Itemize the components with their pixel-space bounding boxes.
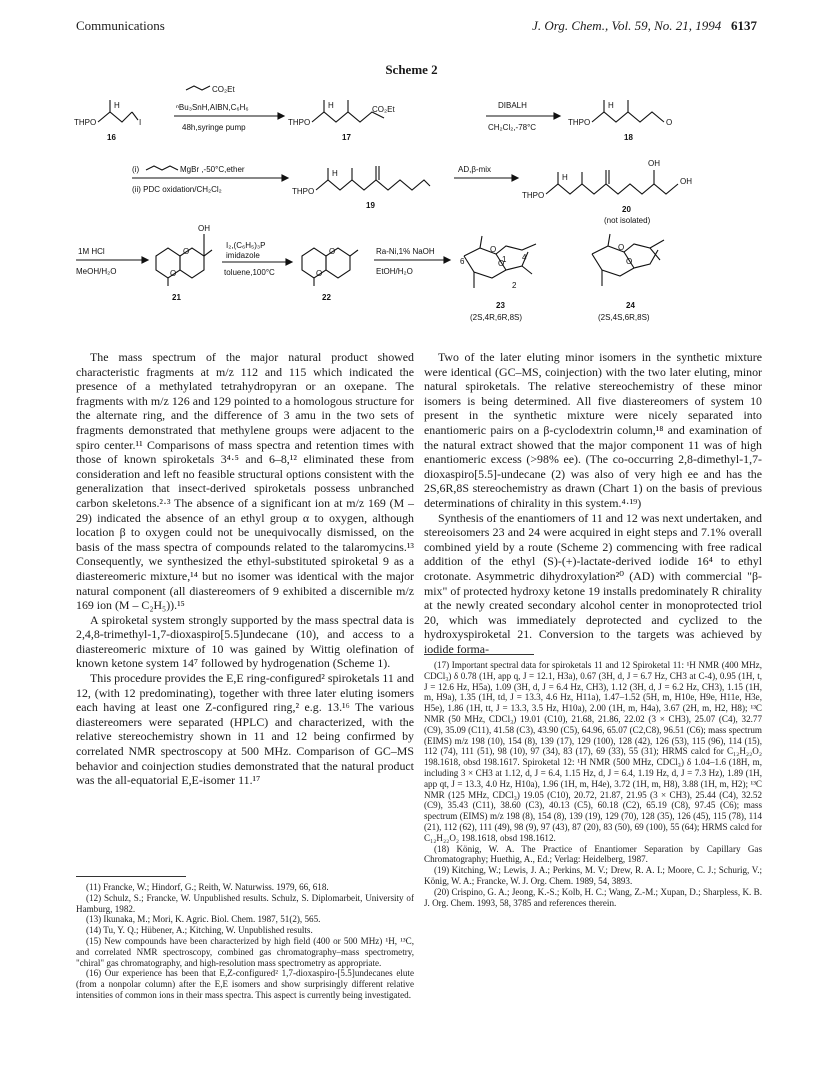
footnote: (19) Kitching, W.; Lewis, J. A.; Perkins, M. V.; Drew, R. A. I.; Moore, C. J.; Schurig, V.; König, W. A.; Francke, W. J. Org. Chem. 1989, 54, 3893. [424,865,762,886]
stereo-descriptor-23: (2S,4R,6R,8S) [470,313,523,322]
reaction-arrow-3 [132,165,288,194]
structure-20 [522,159,692,200]
reagent-grignard: MgBr ,-50°C,ether [180,165,245,174]
ring-oxygen-label: O [170,269,177,278]
reaction-arrow-1 [174,85,284,132]
h-label: H [328,101,334,110]
footnote-rule [424,654,534,655]
hydroxyl-label: OH [198,224,210,233]
reagent-crotonate: CO₂Et [212,85,235,94]
ring-position-1: 1 [502,255,507,264]
compound-number-18: 18 [624,133,633,142]
h-label: H [114,101,120,110]
ring-oxygen-label: O [626,257,633,266]
h-label: H [608,101,614,110]
body-paragraph: Two of the later eluting minor isomers in the synthetic mixture were identical (GC–MS, coinjection) with the two later eluting, minor natural spiroketals. The relative stereochemistry of these minor isomers is being determined. All five diastereomers of system 10 present in the synthetic mixture were nicely separated into enantiomeric pairs on a β-cyclodextrin column,¹⁸ and examination of the natural extract showed that the major component 11 was of high enantiomeric excess (>98% ee). (The co-occurring 2,8-dimethyl-1,7-dioxaspiro[5.5]-undecane (2) was also of very high ee and has the 2S,6R,8S stereochemistry as drawn (Chart 1) on the basis of previous determinations of chirality in this system.⁴·¹⁹) [424,350,762,510]
ring-oxygen-label: O [618,243,625,252]
body-paragraph: This procedure provides the E,E ring-configured² spiroketals 11 and 12, (with 12 predominating), together with three later eluting isomers each having at least one Z-configured ring,² e.g. 13.¹⁶ The various diastereomers were separated (HPLC) and characterized, with the relative stereochemistry shown in 11 and 12 being confirmed by correlated NMR spectroscopy at 500 MHz. Comparison of GC–MS behavior and coinjection studies demonstrated that the natural product was the all-equatorial E,E-isomer 11.¹⁷ [76,671,414,788]
reaction-arrow-5 [76,247,148,276]
ring-oxygen-label: O [490,245,497,254]
reaction-scheme [70,78,760,340]
footnote-rule [76,876,186,877]
footnote: (16) Our experience has been that E,Z-configured² 1,7-dioxaspiro-[5.5]undecanes elute (from a nonpolar column) after the E,E isomers and show surprisingly different relative intensities of common ions in their mass spectra. This aspect is currently being investigated. [76,968,414,1000]
footnote: (12) Schulz, S.; Francke, W. Unpublished results. Schulz, S. Diplomarbeit, University of Hamburg, 1982. [76,892,414,914]
footnotes-left [76,882,414,1001]
ring-position-2: 2 [512,281,517,290]
structure-17 [288,100,395,127]
journal-name: J. Org. Chem., [532,18,609,33]
ester-label: CO₂Et [372,105,395,114]
reagent-step-i: (i) [132,165,140,174]
running-head-section: Communications [76,18,165,33]
body-paragraph: A spiroketal system strongly supported by the mass spectral data is 2,4,8-trimethyl-1,7-dioxaspiro[5.5]undecane (10), and access to a diastereomeric mixture of 10 was gained by Wittig olefination of known ketone system 14⁷ followed by hydrogenation (Scheme 1). [76,612,414,671]
reaction-arrow-7 [374,247,450,276]
structure-21 [156,224,212,286]
reagent-toluene: toluene,100°C [224,268,275,277]
reagent-etoh: EtOH/H₂O [376,267,413,276]
reaction-arrow-6 [222,241,292,277]
thpo-label: THPO [288,118,311,127]
structure-18 [568,100,672,127]
stereo-descriptor-24: (2S,4S,6R,8S) [598,313,650,322]
structure-23 [460,236,536,290]
body-column-left [76,350,414,788]
ring-position-6: 6 [460,257,465,266]
reagent-tin: ⁿBu₃SnH,AIBN,C₆H₆ [176,103,249,112]
compound-number-20: 20 [622,205,631,214]
footnote: (15) New compounds have been characterized by high field (400 or 500 MHz) ¹H, ¹³C, and correlated NMR spectroscopy, combined gas chromatography–mass spectrometry, "chiral" gas chromatography, and high-resolution mass spectrometry as appropriate. [76,935,414,968]
reagent-imidazole: imidazole [226,251,260,260]
reagent-pdc: (ii) PDC oxidation/CH₂Cl₂ [132,185,222,194]
body-paragraph: The mass spectrum of the major natural product showed characteristic fragments at m/z 112 and 115 which indicated the presence of a methylated tetrahydropyran or an oxepane. The fragments with m/z 126 and 129 pointed to a homologous structure for the alternate ring, and the difference of 3 amu in the two sets of fragments demonstrated that methylene groups were adjacent to the spiro center.¹¹ Comparisons of mass spectra and retention times with those of known spiroketals 3⁴·⁵ and 6–8,¹² eliminated these from consideration and left no feasible structural options consistent with the generalization that insect-derived spiroketals possess unbranched carbon skeletons.²·³ The absence of a significant ion at m/z 169 (M – 29) indicated the absence of an ethyl group α to oxygen, although location β to oxygen could not be unequivocally dismissed, on the basis of the mass spectra of compounds related to the talaromycins.¹³ Consequently, we synthesized the ethyl-substituted spiroketal 9 as a diastereomeric mixture,¹⁴ but no isomer was identical with the major natural component (all diastereomers of 9 exhibited a discernible m/z 169 ion (M – C₂H₅)).¹⁵ [76,350,414,613]
running-head-journal [532,18,757,34]
thpo-label: THPO [568,118,591,127]
compound-number-19: 19 [366,201,375,210]
compound-number-23: 23 [496,301,505,310]
ring-oxygen-label: O [183,247,190,256]
body-column-right [424,350,762,656]
footnote: (20) Crispino, G. A.; Jeong, K.-S.; Kolb, H. C.; Wang, Z.-M.; Xupan, D.; Sharpless, K. B. J. Org. Chem. 1993, 58, 3785 and references therein. [424,886,762,908]
compound-number-21: 21 [172,293,181,302]
reagent-iodine: I₂,(C₆H₅)₃P [226,241,266,250]
hydroxyl-label: OH [648,159,660,168]
structure-19 [292,166,430,196]
reagent-dibalh-conditions: CH₂Cl₂,-78°C [488,123,537,132]
reaction-arrow-2 [486,101,560,132]
footnote: (13) Ikunaka, M.; Mori, K. Agric. Biol. Chem. 1987, 51(2), 565. [86,914,321,925]
structure-16 [74,100,141,127]
footnote: (11) Francke, W.; Hindorf, G.; Reith, W. Naturwiss. 1979, 66, 618. [86,882,329,892]
compound-number-16: 16 [107,133,116,142]
structure-24 [592,234,664,286]
thpo-label: THPO [74,118,97,127]
thpo-label: THPO [522,191,545,200]
page-number: 6137 [731,18,757,33]
scheme-title: Scheme 2 [385,62,438,77]
compound-number-22: 22 [322,293,331,302]
reagent-raney-ni: Ra-Ni,1% NaOH [376,247,435,256]
thpo-label: THPO [292,187,315,196]
footnote: (17) Important spectral data for spiroketals 11 and 12 Spiroketal 11: ¹H NMR (400 MHz, CDCl₃) δ 0.78 (1H, app q, J = 12.1, H3a), 0.67 (3H, d, J = 6.7 Hz, CH3 at C-4), 0.95 (1H, t, J = 12.6 Hz, H5a), 1.09 (3H, d, J = 6.4 Hz, CH3), 1.12 (3H, d, J = 6.2 Hz, CH3), 1.15 (1H, m, H9a), 1.35 (1H, td, J = 13.3, 4.6 Hz, H11a), 1.47–1.52 (5H, m, H10e, H9e, H11e, H3e, H5e), 1.86 (1H, tt, J = 13.3, 3.5 Hz, H10a), 2.00 (1H, m, H4a), 3.67 (2H, m, H2, H8); ¹³C NMR (50 MHz, CDCl₃) 19.01 (C10), 21.68, 21.86, 22.02 (3 × CH3), 25.07 (C4), 32.77 (C9), 35.09 (C11), 41.58 (C3), 43.90 (C5), 64.96, 65.07 (C2,C8), 96.51 (C6); mass spectrum (EIMS) m/z 198 (10), 154 (8), 139 (17), 129 (100), 128 (42), 126 (53), 115 (96), 114 (15), 112 (74), 111 (51), 98 (10), 97 (34), 83 (17), 69 (33), 55 (31); HRMS calcd for C₁₂H₂₂O₂ 198.1618, obsd 198.1617. Spiroketal 12: ¹H NMR (500 MHz, CDCl₃) δ 1.04–1.6 (18H, m, including 3 × CH3 at 1.12, d, J = 6.4, 1.15 Hz, d, J = 6.4, 1.19 Hz, d, J = 7.3 Hz), 1.89 (1H, app qt, J = 13.3, 4.0 Hz, H10a), 1.96 (1H, m, H4e), 3.72 (1H, m, H8), 3.88 (1H, m, H2); ¹³C NMR (125 MHz, CDCl₃) 19.05 (C10), 20.72, 21.87, 21.95 (3 × CH3), 25.44 (C4), 32.52 (C9), 35.43 (C11), 38.60 (C3), 40.13 (C5), 60.18 (C2), 65.19 (C8), 97.45 (C6); mass spectrum (EIMS) m/z 198 (8), 154 (8), 139 (19), 129 (70), 128 (35), 126 (45), 115 (78), 114 (21), 112 (62), 111 (49), 98 (9), 97 (43), 87 (20), 83 (50), 69 (100), 55 (64); HRMS calcd for C₁₂H₂₂O₂ 198.1618, obsd 198.1612. [424,660,762,843]
h-label: H [562,173,568,182]
footnote: (14) Tu, Y. Q.; Hübener, A.; Kitching, W. Unpublished results. [86,925,313,936]
aldehyde-o-label: O [666,118,673,127]
terminal-hydroxyl-label: OH [680,177,692,186]
reagent-dibalh: DIBALH [498,101,527,110]
ring-oxygen-label: O [329,247,336,256]
reagent-hcl: 1M HCl [78,247,105,256]
journal-volume: Vol. 59, No. 21, 1994 [611,18,722,33]
ring-oxygen-label: O [498,259,505,268]
footnotes-right [424,660,762,908]
structure-22 [302,247,358,286]
reagent-ad-mix: AD,β-mix [458,165,492,174]
ring-position-4: 4 [522,253,527,262]
footnote: (18) König, W. A. The Practice of Enantiomer Separation by Capillary Gas Chromatography; Huethig, A., Ed.; Verlag: Heidelberg, 1987. [424,843,762,865]
h-label: H [332,169,338,178]
compound-number-17: 17 [342,133,351,142]
ring-oxygen-label: O [316,269,323,278]
reagent-conditions: 48h,syringe pump [182,123,246,132]
reagent-meoh: MeOH/H₂O [76,267,117,276]
reaction-arrow-4 [454,165,518,181]
body-paragraph: Synthesis of the enantiomers of 11 and 12 was next undertaken, and stereoisomers 23 and 24 were acquired in eight steps and 7.1% overall combined yield by a route (Scheme 2) commencing with free radical addition of the ethyl (S)-(+)-lactate-derived iodide 16⁴ to ethyl crotonate. Asymmetric dihydroxylation²⁰ (AD) with commercial "β-mix" of protected hydroxy ketone 19 installs predominately R chirality at the newly created secondary alcohol center in monoprotected triol 20, which was immediately deprotected and cyclized to the hydroxyspiroketal 21. Conversion to the targets was achieved by iodide forma- [424,510,762,656]
compound-number-24: 24 [626,301,635,310]
not-isolated-note: (not isolated) [604,216,651,225]
iodo-label: I [139,118,142,127]
